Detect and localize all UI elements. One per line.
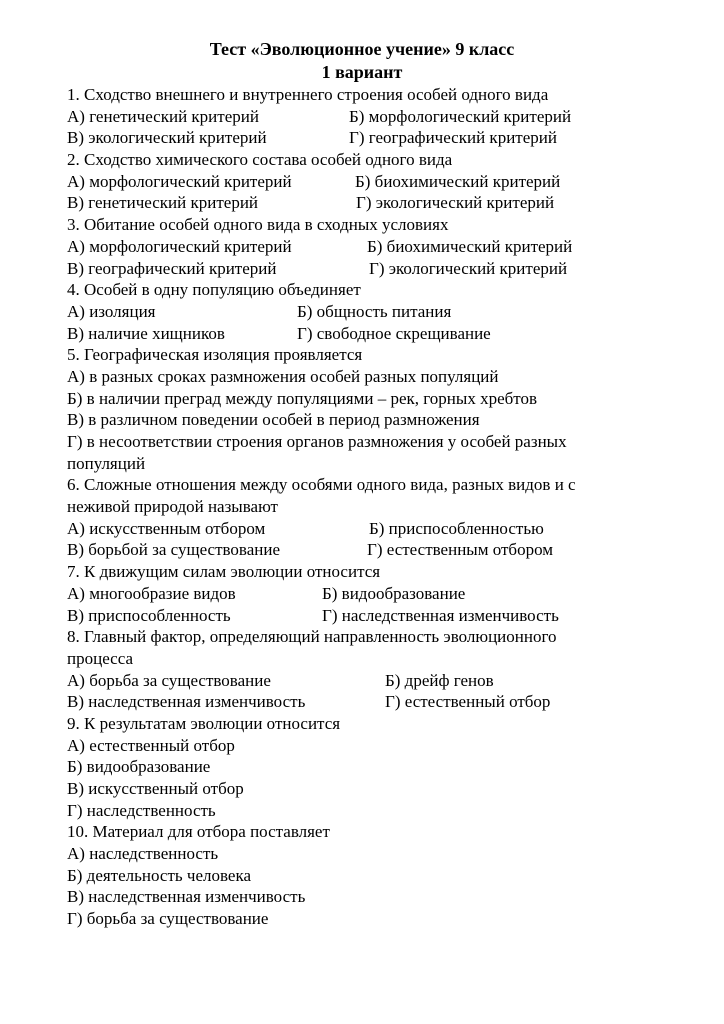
option-b: Б) деятельность человека	[67, 865, 251, 885]
option-a: А) многообразие видов	[67, 583, 236, 603]
option-d: Г) в несоответствии строения органов размножения у особей разных	[67, 432, 567, 451]
options-row	[67, 236, 667, 258]
question-text: 7. К движущим силам эволюции относится	[67, 562, 381, 582]
question-text: 2. Сходство химического состава особей одного вида	[67, 150, 453, 170]
option-c: В) экологический критерий	[67, 128, 267, 148]
options-row	[67, 192, 667, 214]
page-title: Тест «Эволюционное учение» 9 класс	[209, 39, 515, 59]
options-row	[67, 518, 667, 540]
option-b: Б) видообразование	[67, 757, 211, 777]
question-text: 4. Особей в одну популяцию объединяет	[67, 280, 361, 300]
option-b: Б) видообразование	[322, 583, 466, 603]
question-text-continued: неживой природой называют	[67, 497, 278, 517]
option-a: А) в разных сроках размножения особей разных популяций	[67, 366, 499, 386]
options-row	[67, 323, 667, 345]
question-text-continued: процесса	[67, 648, 134, 668]
option-c: В) географический критерий	[67, 258, 277, 278]
question-text: 8. Главный фактор, определяющий направленность эволюционного	[67, 627, 557, 647]
question-text: 9. К результатам эволюции относится	[67, 713, 341, 733]
option-c: В) борьбой за существование	[67, 540, 281, 560]
options-row	[67, 691, 667, 713]
option-a: А) генетический критерий	[67, 106, 259, 126]
option-c: В) наличие хищников	[67, 323, 225, 343]
option-d: Г) экологический критерий	[356, 193, 555, 213]
options-row	[67, 258, 667, 280]
options-row	[67, 539, 667, 561]
option-a: А) естественный отбор	[67, 735, 235, 755]
questions-body	[67, 84, 667, 930]
option-d-continued: популяций	[67, 453, 146, 473]
option-a: А) морфологический критерий	[67, 171, 292, 191]
option-a: А) морфологический критерий	[67, 236, 292, 256]
variant-title: 1 вариант	[321, 62, 403, 82]
option-a: А) наследственность	[67, 844, 219, 864]
option-d: Г) экологический критерий	[369, 258, 568, 278]
option-c: В) в различном поведении особей в период размножения	[67, 410, 480, 430]
option-b: Б) биохимический критерий	[355, 171, 561, 191]
option-d: Г) свободное скрещивание	[297, 323, 491, 343]
question-text: 6. Сложные отношения между особями одного вида, разных видов и с	[67, 475, 576, 495]
option-b: Б) биохимический критерий	[367, 236, 573, 256]
option-c: В) приспособленность	[67, 605, 231, 625]
option-b: Б) в наличии преград между популяциями – рек, горных хребтов	[67, 388, 537, 408]
option-a: А) искусственным отбором	[67, 518, 266, 538]
question-text: 5. Географическая изоляция проявляется	[67, 345, 363, 365]
question-text: 3. Обитание особей одного вида в сходных условиях	[67, 215, 449, 235]
option-b: Б) дрейф генов	[385, 670, 494, 690]
option-d: Г) географический критерий	[349, 128, 557, 148]
option-c: В) генетический критерий	[67, 193, 259, 213]
options-row	[67, 605, 667, 627]
options-row	[67, 583, 667, 605]
options-row	[67, 670, 667, 692]
options-row	[67, 106, 667, 128]
option-b: Б) общность питания	[297, 301, 452, 321]
option-a: А) изоляция	[67, 301, 156, 321]
option-d: Г) естественным отбором	[367, 540, 554, 560]
option-d: Г) наследственность	[67, 800, 216, 820]
option-d: Г) естественный отбор	[385, 692, 551, 712]
options-row	[67, 301, 667, 323]
options-row	[67, 127, 667, 149]
option-c: В) искусственный отбор	[67, 779, 244, 798]
question-text: 10. Материал для отбора поставляет	[67, 822, 330, 842]
question-text: 1. Сходство внешнего и внутреннего строения особей одного вида	[67, 85, 549, 104]
option-d: Г) борьба за существование	[67, 909, 269, 929]
options-row	[67, 171, 667, 193]
option-c: В) наследственная изменчивость	[67, 887, 306, 907]
option-a: А) борьба за существование	[67, 670, 271, 690]
option-d: Г) наследственная изменчивость	[322, 605, 559, 625]
option-c: В) наследственная изменчивость	[67, 692, 306, 712]
option-b: Б) приспособленностью	[369, 518, 544, 538]
option-b: Б) морфологический критерий	[349, 106, 572, 126]
